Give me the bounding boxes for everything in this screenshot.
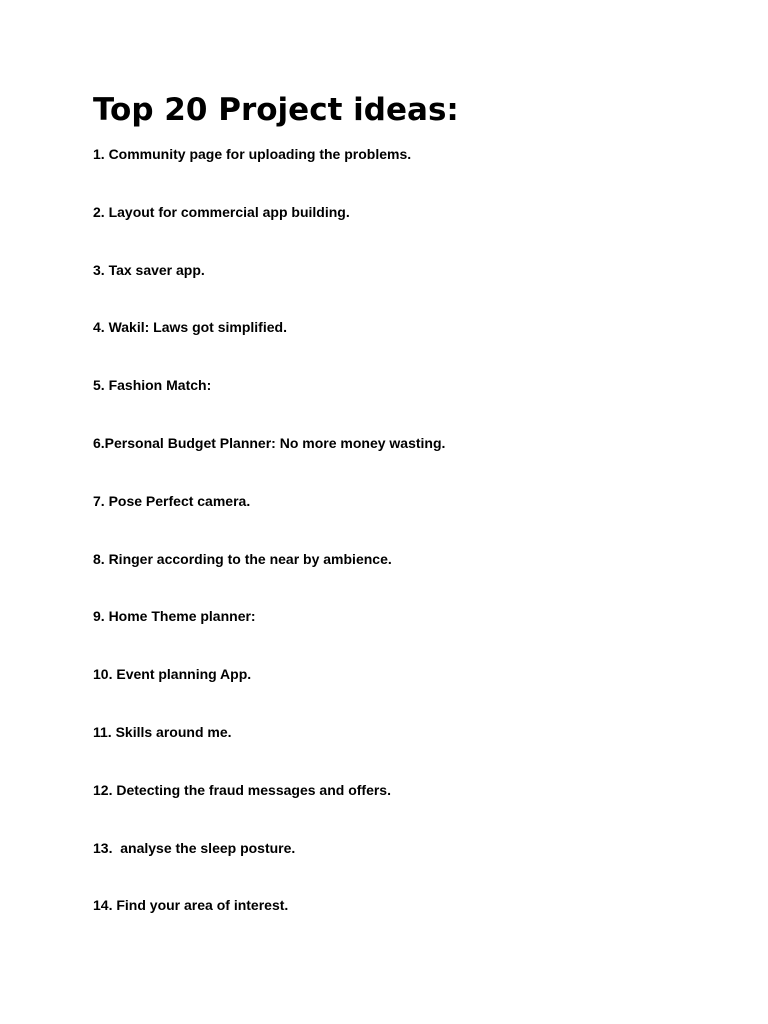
idea-item-1: 1. Community page for uploading the problems. xyxy=(93,146,412,162)
idea-item-2: 2. Layout for commercial app building. xyxy=(93,203,350,220)
idea-item-12: 12. Detecting the fraud messages and offers. xyxy=(93,781,391,798)
idea-item-9: 9. Home Theme planner: xyxy=(93,608,256,625)
idea-item-11: 11. Skills around me. xyxy=(93,723,232,740)
idea-item-7: 7. Pose Perfect camera. xyxy=(93,492,251,509)
idea-item-4: 4. Wakil: Laws got simplified. xyxy=(93,319,287,336)
idea-item-3: 3. Tax saver app. xyxy=(93,261,205,278)
idea-item-8: 8. Ringer according to the near by ambience. xyxy=(93,550,392,567)
idea-item-13: 13. analyse the sleep posture. xyxy=(93,839,296,856)
idea-item-14: 14. Find your area of interest. xyxy=(93,897,289,914)
idea-item-6: 6.Personal Budget Planner: No more money wasting. xyxy=(93,434,446,451)
idea-list xyxy=(93,144,445,953)
idea-item-5: 5. Fashion Match: xyxy=(93,377,212,394)
idea-item-10: 10. Event planning App. xyxy=(93,666,252,683)
page-title: Top 20 Project ideas: xyxy=(93,92,459,128)
